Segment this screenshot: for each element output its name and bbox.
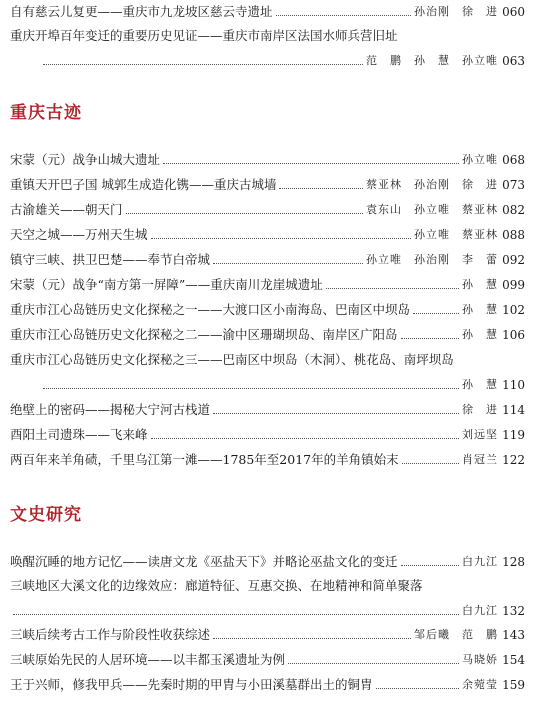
entry-title: 镇守三峡、拱卫巴楚——奉节白帝城 xyxy=(10,252,211,267)
entry-page: 060 xyxy=(502,5,525,19)
entry-authors: 范 鹏 孙 慧 孙立唯 xyxy=(366,54,498,67)
entry-authors: 孙立唯 蔡亚林 xyxy=(414,228,498,241)
toc-entry-073[interactable] xyxy=(10,177,525,193)
leader-dots xyxy=(126,213,363,214)
toc-entry-128[interactable] xyxy=(10,554,525,570)
entry-page: 068 xyxy=(502,153,525,167)
leader-dots xyxy=(151,238,411,239)
leader-dots xyxy=(279,188,363,189)
entry-title: 唤醒沉睡的地方记忆——读唐文龙《巫盐天下》并略论巫盐文化的变迁 xyxy=(10,554,398,569)
entry-authors: 肖冠兰 xyxy=(462,453,498,466)
entry-page: 092 xyxy=(502,253,525,267)
entry-title: 宋蒙（元）战争山城大遗址 xyxy=(10,152,161,167)
entry-page: 102 xyxy=(502,303,525,317)
toc-entry-159[interactable] xyxy=(10,677,525,693)
entry-page: 143 xyxy=(502,628,525,642)
toc-entry-068[interactable] xyxy=(10,152,525,168)
toc-entry-154[interactable] xyxy=(10,652,525,668)
entry-page: 082 xyxy=(502,203,525,217)
entry-page: 154 xyxy=(502,653,525,667)
leader-dots xyxy=(401,565,459,566)
section-heading: 文史研究 xyxy=(10,505,82,525)
entry-title: 三峡后续考古工作与阶段性收获综述 xyxy=(10,627,211,642)
toc-entry-060[interactable] xyxy=(10,4,525,20)
toc-entry-063[interactable] xyxy=(10,28,525,69)
entry-authors: 孙治刚 徐 进 xyxy=(414,5,498,18)
entry-authors: 孙 慧 xyxy=(462,278,498,291)
entry-authors: 徐 进 xyxy=(462,403,498,416)
entry-page: 073 xyxy=(502,178,525,192)
entry-title: 重庆市江心岛链历史文化探秘之二——渝中区珊瑚坝岛、南岸区广阳岛 xyxy=(10,327,398,342)
leader-dots xyxy=(276,15,411,16)
entry-title: 宋蒙（元）战争“南方第一屏障”——重庆南川龙崖城遗址 xyxy=(10,277,323,292)
entry-authors: 孙 慧 xyxy=(462,328,498,341)
entry-title: 酉阳土司遗珠——飞来峰 xyxy=(10,427,148,442)
entry-authors: 邹后曦 范 鹏 xyxy=(414,628,498,641)
leader-dots xyxy=(326,288,459,289)
toc-entry-099[interactable] xyxy=(10,277,525,293)
entry-title: 三峡地区大溪文化的边缘效应：廊道特征、互惠交换、在地精神和简单聚落 xyxy=(10,578,423,593)
toc-entry-110[interactable] xyxy=(10,352,525,393)
leader-dots xyxy=(213,638,411,639)
entry-page: 159 xyxy=(502,678,525,692)
entry-authors: 白九江 xyxy=(462,555,498,568)
entry-authors: 刘远坚 xyxy=(462,428,498,441)
entry-authors: 袁东山 孙立唯 蔡亚林 xyxy=(366,203,498,216)
toc-entry-122[interactable] xyxy=(10,452,525,468)
toc-entry-088[interactable] xyxy=(10,227,525,243)
leader-dots xyxy=(288,663,459,664)
toc-entry-092[interactable] xyxy=(10,252,525,268)
entry-page: 106 xyxy=(502,328,525,342)
toc-entry-082[interactable] xyxy=(10,202,525,218)
entry-page: 132 xyxy=(502,604,525,618)
leader-dots xyxy=(43,388,459,389)
leader-dots xyxy=(376,688,459,689)
toc-entry-132[interactable] xyxy=(10,578,525,619)
entry-page: 114 xyxy=(502,403,525,417)
entry-authors: 孙立唯 xyxy=(462,153,498,166)
entry-page: 119 xyxy=(502,428,525,442)
leader-dots xyxy=(413,313,459,314)
entry-title: 天空之城——万州天生城 xyxy=(10,227,148,242)
entry-authors: 孙 慧 xyxy=(462,378,498,391)
entry-page: 122 xyxy=(502,453,525,467)
leader-dots xyxy=(402,463,459,464)
toc-entry-119[interactable] xyxy=(10,427,525,443)
entry-title: 绝壁上的密码——揭秘大宁河古栈道 xyxy=(10,402,211,417)
entry-authors: 孙立唯 孙治刚 李 蕾 xyxy=(366,253,498,266)
leader-dots xyxy=(213,263,363,264)
toc-entry-143[interactable] xyxy=(10,627,525,643)
entry-page: 099 xyxy=(502,278,525,292)
leader-dots xyxy=(13,614,459,615)
entry-title: 重镇天开巴子国 城郭生成造化镌——重庆古城墙 xyxy=(10,177,277,192)
entry-authors: 蔡亚林 孙治刚 徐 进 xyxy=(366,178,498,191)
entry-title: 两百年来羊角碛，千里乌江第一滩——1785年至2017年的羊角镇始末 xyxy=(10,452,399,467)
leader-dots xyxy=(43,64,363,65)
entry-title: 古渝雄关——朝天门 xyxy=(10,202,123,217)
entry-page: 110 xyxy=(502,378,525,392)
section-heading: 重庆古迹 xyxy=(10,103,82,123)
entry-page: 128 xyxy=(502,555,525,569)
entry-authors: 孙 慧 xyxy=(462,303,498,316)
entry-page: 063 xyxy=(502,54,525,68)
toc-entry-106[interactable] xyxy=(10,327,525,343)
toc-entry-114[interactable] xyxy=(10,402,525,418)
entry-title: 重庆市江心岛链历史文化探秘之一——大渡口区小南海岛、巴南区中坝岛 xyxy=(10,302,411,317)
entry-authors: 余菀莹 xyxy=(462,678,498,691)
entry-title: 三峡原始先民的人居环境——以丰都玉溪遗址为例 xyxy=(10,652,286,667)
entry-title: 重庆开埠百年变迁的重要历史见证——重庆市南岸区法国水师兵营旧址 xyxy=(10,28,398,43)
toc-entry-102[interactable] xyxy=(10,302,525,318)
leader-dots xyxy=(163,163,459,164)
entry-authors: 马晓娇 xyxy=(462,653,498,666)
entry-title: 王于兴师，修我甲兵——先秦时期的甲胄与小田溪墓群出土的铜胄 xyxy=(10,677,373,692)
entry-title: 重庆市江心岛链历史文化探秘之三——巴南区中坝岛（木洞）、桃花岛、南坪坝岛 xyxy=(10,352,454,367)
entry-page: 088 xyxy=(502,228,525,242)
entry-authors: 白九江 xyxy=(462,604,498,617)
entry-title: 自有慈云儿复更——重庆市九龙坡区慈云寺遗址 xyxy=(10,4,273,19)
leader-dots xyxy=(401,338,459,339)
leader-dots xyxy=(151,438,459,439)
leader-dots xyxy=(213,413,459,414)
